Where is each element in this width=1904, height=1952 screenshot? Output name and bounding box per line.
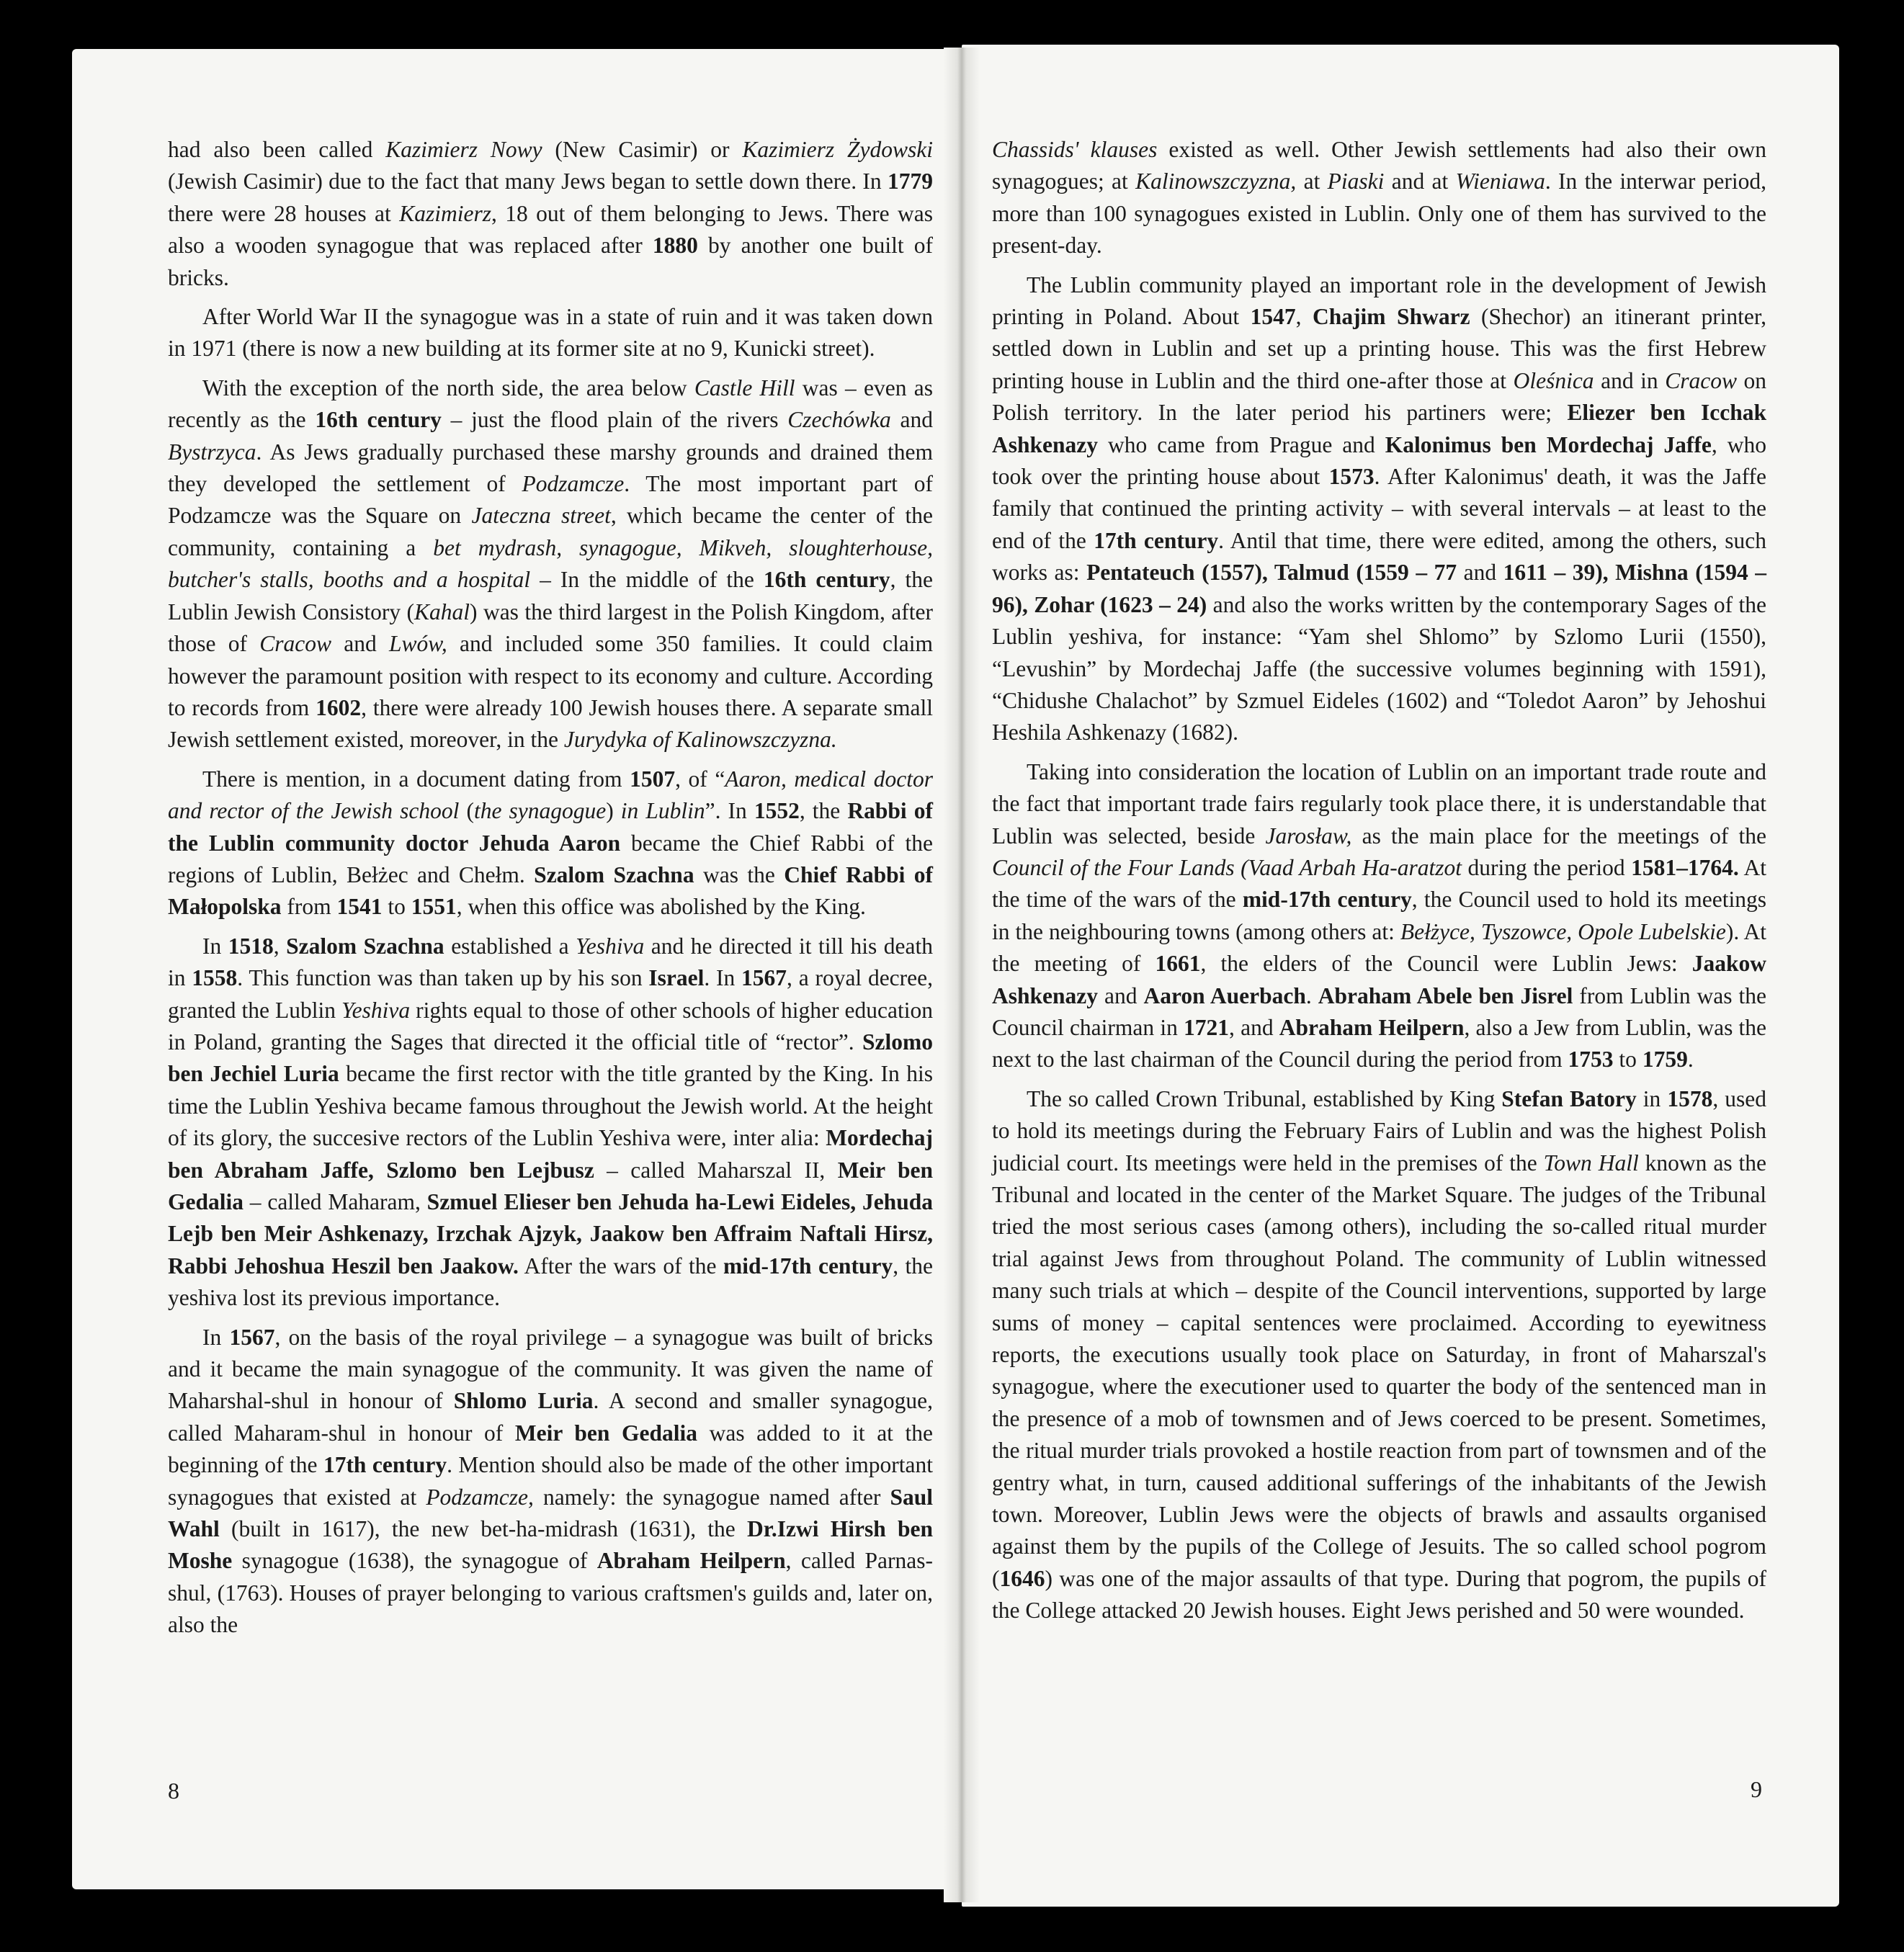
bold-text: Meir ben Gedalia bbox=[514, 1420, 697, 1446]
text-run: became the Chief Rabbi of the regions of Lublin, Bełżec and Chełm. bbox=[168, 830, 933, 887]
text-run: , the yeshiva lost its previous importance. bbox=[168, 1253, 934, 1311]
bold-text: 16th century bbox=[315, 407, 442, 433]
bold-text: 16th century bbox=[763, 567, 890, 593]
text-run: , bbox=[1295, 304, 1313, 330]
text-run: The so called Crown Tribunal, established by King bbox=[1027, 1085, 1502, 1111]
bold-text: Szlomo ben Jechiel Luria bbox=[168, 1029, 933, 1087]
text-run: had also been called bbox=[168, 137, 386, 162]
italic-text: Yeshiva bbox=[576, 933, 645, 959]
text-run: . This function was than taken up by his son bbox=[237, 965, 649, 991]
text-run: At the time of the wars of the bbox=[992, 854, 1767, 913]
bold-text: Israel bbox=[648, 965, 705, 991]
text-run: With the exception of the north side, the area below bbox=[202, 375, 694, 400]
bold-text: 1661 bbox=[1155, 951, 1201, 977]
italic-text: Podzamcze, bbox=[426, 1484, 534, 1510]
text-run: ( bbox=[459, 798, 474, 824]
text-run: , the Council used to hold its meetings in the neighbouring towns (among others at: bbox=[992, 887, 1766, 944]
bold-text: 1551 bbox=[411, 894, 457, 920]
italic-text: Kalinowszczyzna, bbox=[1135, 169, 1297, 194]
paragraph bbox=[992, 269, 1766, 749]
paragraph bbox=[168, 134, 933, 294]
bold-text: Eliezer ben Icchak Ashkenazy bbox=[992, 400, 1766, 457]
text-run: rights equal to those of other schools of higher education in Poland, granting the Sages that directed it the official title of “rector”. bbox=[168, 997, 933, 1055]
bold-text: Aaron Auerbach bbox=[1143, 982, 1306, 1008]
bold-text: mid-17th century bbox=[723, 1253, 893, 1279]
text-run: , and bbox=[1229, 1014, 1279, 1040]
paragraph bbox=[992, 134, 1766, 262]
bold-text: Chief Rabbi of Małopolska bbox=[168, 861, 933, 920]
text-run: from Lublin was the Council chairman in bbox=[992, 982, 1767, 1040]
bold-text: Dr.Izwi Hirsh ben Moshe bbox=[168, 1516, 934, 1574]
italic-text: Aaron, medical doctor and rector of the Jewish school bbox=[168, 766, 933, 824]
bold-text: Mordechaj ben Abraham Jaffe, Szlomo ben Lejbusz bbox=[168, 1125, 933, 1183]
bold-text: Abraham Heilpern bbox=[596, 1548, 786, 1574]
text-run: namely: the synagogue named after bbox=[533, 1484, 890, 1510]
bold-text: 1880 bbox=[652, 233, 698, 259]
left-page-number: 8 bbox=[168, 1778, 179, 1804]
bold-text: 1602 bbox=[316, 694, 362, 720]
bold-text: 1552 bbox=[754, 798, 800, 824]
text-run: . After Kalonimus' death, it was the Jaffe family that continued the printing activity – with several intervals – at least to the end of the bbox=[992, 464, 1766, 553]
text-run: , the bbox=[799, 798, 848, 824]
italic-text: Oleśnica bbox=[1513, 367, 1594, 393]
text-run: – called Maharam, bbox=[243, 1189, 427, 1214]
text-run: and included some 350 families. It could claim however the paramount position with respect to its economy and culture. According to records from bbox=[168, 631, 934, 720]
italic-text: Kazimierz Żydowski bbox=[742, 137, 933, 162]
text-run: , there were already 100 Jewish houses there. A separate small Jewish settlement existed, moreover, in the bbox=[168, 694, 933, 753]
paragraph bbox=[168, 301, 933, 365]
right-page-body bbox=[992, 134, 1766, 1634]
text-run: from bbox=[281, 894, 337, 920]
bold-text: Rabbi of the Lublin community doctor Jehuda Aaron bbox=[168, 798, 933, 856]
bold-text: 1518 bbox=[228, 933, 274, 959]
bold-text: Szalom Szachna bbox=[534, 861, 694, 887]
bold-text: 1507 bbox=[630, 766, 676, 792]
text-run: and bbox=[890, 407, 933, 433]
italic-text: Kahal bbox=[414, 599, 470, 624]
text-run: . bbox=[1687, 1047, 1694, 1073]
text-run: by another one built of bricks. bbox=[168, 233, 933, 290]
text-run: as the main place for the meetings of the bbox=[1351, 823, 1766, 849]
italic-text: Cracow bbox=[259, 631, 331, 657]
text-run: , called Parnas-shul, (1763). Houses of prayer belonging to various craftsmen's guilds and, later on, also the bbox=[168, 1548, 933, 1638]
text-run: After the wars of the bbox=[518, 1253, 723, 1279]
text-run: at bbox=[1296, 169, 1328, 194]
bold-text: 1573 bbox=[1328, 464, 1375, 490]
text-run: and in bbox=[1594, 367, 1666, 393]
paragraph bbox=[168, 764, 933, 923]
italic-text: Kazimierz Nowy bbox=[385, 137, 542, 162]
text-run: , on the basis of the royal privilege – a synagogue was built of bricks and it became the main synagogue of the community. It was given the name of Maharshal-shul in honour of bbox=[168, 1324, 933, 1414]
bold-text: Chajim Shwarz bbox=[1313, 304, 1470, 330]
bold-text: 1779 bbox=[888, 169, 933, 194]
italic-text: Bełżyce, Tyszowce, Opole Lubelskie bbox=[1400, 918, 1726, 944]
bold-text: Stefan Batory bbox=[1501, 1085, 1637, 1111]
bold-text: Abraham Heilpern bbox=[1279, 1014, 1465, 1040]
text-run: known as the Tribunal and located in the center of the Market Square. The judges of the Tribunal tried the most serious cases (among others), including the so-called ritual murder trial against Jews from throughout Poland. The community of Lublin witnessed many such trials at which – despite of the Council interventions, supported by large sums of money – capital sentences were proclaimed. According to eyewitness reports, the executions usually took place on Saturday, in front of Maharszal's synagogue, where the executioner used to quarter the body of the sentenced man in the presence of a mob of townsmen and of Jews coerced to be present. Sometimes, the ritual murder trials provoked a hostile reaction from part of townsmen and of the gentry what, in turn, caused additional sufferings of the inhabitants of the Jewish town. Moreover, Lublin Jews were the objects of brawls and assaults organised against them by the pupils of the College of Jesuits. The so called school pogrom ( bbox=[992, 1150, 1766, 1591]
text-run: – called Maharszal II, bbox=[594, 1157, 838, 1183]
text-run: who came from Prague and bbox=[1098, 431, 1385, 457]
text-run: ) was the third largest in the Polish Kingdom, after those of bbox=[168, 599, 933, 657]
text-run: and he directed it till his death in bbox=[168, 933, 933, 991]
italic-text: Cracow bbox=[1665, 367, 1737, 393]
text-run: during the period bbox=[1462, 854, 1632, 880]
bold-text: mid-17th century bbox=[1242, 887, 1412, 913]
text-run: existed as well. Other Jewish settlements had also their own synagogues; at bbox=[992, 137, 1766, 194]
bold-text: Meir ben Gedalia bbox=[168, 1157, 933, 1214]
bold-text: Shlomo Luria bbox=[453, 1388, 594, 1414]
bold-text: 1558 bbox=[192, 965, 238, 991]
text-run: . Antil that time, there were edited, among the others, such works as: bbox=[992, 527, 1767, 586]
text-run: (built in 1617), the new bet-ha-midrash (1631), the bbox=[219, 1516, 748, 1542]
italic-text: Council of the Four Lands (Vaad Arbah Ha-aratzot bbox=[992, 854, 1462, 880]
text-run: , when this office was abolished by the King. bbox=[456, 894, 866, 920]
text-run: became the first rector with the title granted by the King. In his time the Lublin Yeshiva became famous throughout the Jewish world. At the height of its glory, the succesive rectors of the Lublin Yeshiva were, inter alia: bbox=[168, 1061, 933, 1151]
italic-text: the synagogue bbox=[473, 798, 607, 824]
text-run: , bbox=[273, 933, 287, 959]
italic-text: Jarosław, bbox=[1265, 823, 1352, 849]
text-run: ) was one of the major assaults of that type. During that pogrom, the pupils of the College attacked 20 Jewish houses. Eight Jews perished and 50 were wounded. bbox=[992, 1565, 1766, 1624]
text-run: and bbox=[331, 631, 389, 657]
book-gutter bbox=[944, 48, 980, 1902]
text-run: . Mention should also be made of the other important synagogues that existed at bbox=[168, 1452, 933, 1510]
text-run: ”. In bbox=[705, 798, 754, 824]
text-run: . In bbox=[704, 965, 742, 991]
text-run: – In the middle of the bbox=[530, 567, 764, 593]
bold-text: 1567 bbox=[229, 1324, 275, 1350]
italic-text: in Lublin bbox=[620, 798, 705, 824]
bold-text: Saul Wahl bbox=[168, 1484, 933, 1542]
bold-text: Szalom Szachna bbox=[286, 933, 444, 959]
text-run: In bbox=[202, 933, 228, 959]
bold-text: 1646 bbox=[999, 1565, 1045, 1591]
paragraph bbox=[992, 756, 1766, 1076]
text-run: (Jewish Casimir) due to the fact that many Jews began to settle down there. In bbox=[168, 169, 888, 194]
text-run: , the elders of the Council were Lublin Jews: bbox=[1200, 951, 1692, 977]
text-run: was – even as recently as the bbox=[168, 375, 933, 433]
bold-text: Pentateuch (1557), Talmud (1559 – 77 bbox=[1086, 560, 1464, 586]
italic-text: Chassids' klauses bbox=[992, 137, 1158, 162]
text-run: (Shechor) an itinerant printer, settled down in Lublin and set up a printing house. This was the first Hebrew printing house in Lublin and the third one-after those at bbox=[992, 304, 1767, 393]
italic-text: Yeshiva bbox=[341, 997, 411, 1023]
text-run: . A second and smaller synagogue, called Maharam-shul in honour of bbox=[168, 1388, 934, 1446]
italic-text: bet mydrash, synagogue, Mikveh, sloughterhouse, butcher's stalls, booths and a hospital bbox=[168, 534, 933, 593]
italic-text: Wieniawa bbox=[1455, 169, 1545, 194]
text-run: to bbox=[1613, 1047, 1642, 1073]
text-run: and bbox=[1463, 560, 1497, 586]
text-run: , which became the center of the community, containing a bbox=[168, 503, 933, 560]
left-page-body bbox=[168, 134, 933, 1649]
paragraph bbox=[168, 372, 933, 756]
italic-text: Jurydyka of Kalinowszczyzna. bbox=[563, 727, 837, 753]
italic-text: Town Hall bbox=[1543, 1150, 1639, 1176]
text-run: , used to hold its meetings during the February Fairs of Lublin and was the highest Polish judicial court. Its meetings were held in the premises of the bbox=[992, 1085, 1766, 1176]
text-run: synagogue (1638), the synagogue of bbox=[232, 1548, 597, 1574]
bold-text: 17th century bbox=[1094, 527, 1219, 553]
text-run: In bbox=[202, 1324, 230, 1350]
text-run: there were 28 houses at bbox=[168, 200, 400, 226]
text-run: and at bbox=[1384, 169, 1456, 194]
italic-text: Czechówka bbox=[787, 407, 891, 433]
bold-text: 1578 bbox=[1667, 1085, 1713, 1111]
text-run: , who took over the printing house about bbox=[992, 431, 1766, 490]
text-run: (New Casimir) or bbox=[542, 137, 743, 162]
text-run: – just the flood plain of the rivers bbox=[441, 407, 788, 433]
bold-text: 17th century bbox=[323, 1452, 447, 1478]
text-run: Taking into consideration the location of Lublin on an important trade route and the fact that important trade fairs regularly took place there, it is understandable that Lublin was selected, beside bbox=[992, 758, 1766, 849]
bold-text: Kalonimus ben Mordechaj Jaffe bbox=[1385, 431, 1712, 457]
italic-text: Podzamcze bbox=[522, 471, 625, 497]
text-run: . As Jews gradually purchased these marshy grounds and drained them they developed the settlement of bbox=[168, 439, 933, 497]
text-run: and also the works written by the contemporary Sages of the Lublin yeshiva, for instance: “Yam shel Shlomo” by Szlomo Lurii (1550), “Levushin” by Mordechaj Jaffe (the successive volumes beginning with 1591), “Chidushe Chalachot” by Szmuel Eideles (1602) and “Toledot Aaron” by Jehoshui Heshila Ashkenazy (1682). bbox=[992, 591, 1766, 746]
text-run: in bbox=[1636, 1085, 1668, 1111]
text-run: and bbox=[1098, 982, 1144, 1008]
text-run: , 18 out of them belonging to Jews. There was also a wooden synagogue that was replaced after bbox=[168, 200, 934, 259]
bold-text: 1541 bbox=[336, 894, 383, 920]
italic-text: Castle Hill bbox=[694, 375, 795, 400]
bold-text: Abraham Abele ben Jisrel bbox=[1318, 982, 1573, 1008]
italic-text: Lwów, bbox=[388, 631, 447, 657]
italic-text: Piaski bbox=[1327, 169, 1385, 194]
text-run: . The most important part of Podzamcze was the Square on bbox=[168, 471, 933, 529]
bold-text: 1547 bbox=[1250, 304, 1296, 330]
text-run: ). At the meeting of bbox=[992, 918, 1766, 977]
bold-text: 1567 bbox=[741, 965, 787, 991]
text-run: established a bbox=[444, 933, 576, 959]
bold-text: 1753 bbox=[1568, 1047, 1614, 1073]
paragraph bbox=[168, 1322, 933, 1642]
italic-text: Kazimierz bbox=[399, 200, 491, 226]
text-run: There is mention, in a document dating from bbox=[202, 766, 630, 792]
text-run: ) bbox=[606, 798, 621, 824]
text-run: , also a Jew from Lublin, was the next to the last chairman of the Council during the period from bbox=[992, 1014, 1767, 1073]
italic-text: Jateczna street bbox=[471, 503, 611, 529]
bold-text: 1611 – 39), Mishna (1594 – 96), Zohar (1623 – 24) bbox=[992, 560, 1766, 617]
bold-text: Jaakow Ashkenazy bbox=[992, 951, 1766, 1008]
bold-text: 1759 bbox=[1642, 1047, 1688, 1073]
bold-text: 1721 bbox=[1184, 1014, 1230, 1040]
text-run: . bbox=[1305, 982, 1318, 1008]
text-run: , a royal decree, granted the Lublin bbox=[168, 965, 933, 1023]
text-run: was the bbox=[694, 861, 785, 887]
text-run: , the Lublin Jewish Consistory ( bbox=[168, 567, 934, 624]
paragraph bbox=[168, 931, 933, 1315]
paragraph bbox=[992, 1083, 1766, 1627]
italic-text: Bystrzyca bbox=[168, 439, 256, 465]
text-run: . In the interwar period, more than 100 synagogues existed in Lublin. Only one of them has survived to the present-day. bbox=[992, 169, 1767, 259]
text-run: to bbox=[382, 894, 411, 920]
right-page-number: 9 bbox=[1751, 1776, 1762, 1802]
text-run: was added to it at the beginning of the bbox=[168, 1420, 934, 1478]
text-run: The Lublin community played an important role in the development of Jewish printing in Poland. About bbox=[992, 272, 1766, 330]
text-run: on Polish territory. In the later period his partiners were; bbox=[992, 367, 1767, 426]
bold-text: 1581–1764. bbox=[1631, 854, 1739, 880]
text-run: , of “ bbox=[675, 766, 725, 792]
text-run: After World War II the synagogue was in a state of ruin and it was taken down in 1971 (there is now a new building at its former site at no 9, Kunicki street). bbox=[168, 304, 933, 362]
bold-text: Szmuel Elieser ben Jehuda ha-Lewi Eideles, Jehuda Lejb ben Meir Ashkenazy, Irzchak Ajzyk, Jaakow ben Affraim Naftali Hirsz, Rabbi Jehoshua Heszil ben Jaakow. bbox=[168, 1189, 933, 1279]
